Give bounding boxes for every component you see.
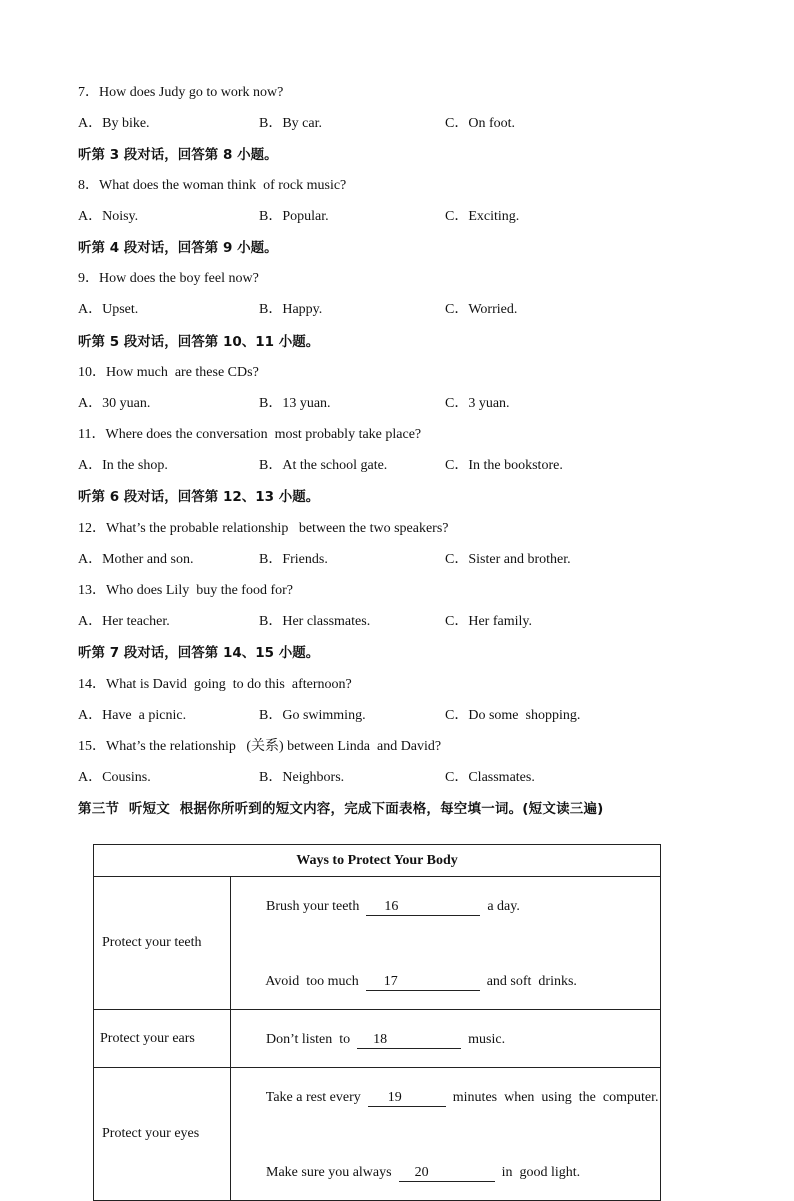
row-content	[231, 1068, 661, 1201]
row-label: Protect your teeth	[94, 877, 231, 1010]
question-15: 15．What’s the relationship (关系) between Linda and David?	[78, 739, 442, 754]
section-heading: 听第 3 段对话，回答第 8 小题。	[78, 147, 278, 163]
prompt-text: music.	[461, 1032, 506, 1047]
protect-body-table	[93, 844, 661, 1201]
option-a: A．Have a picnic.	[78, 708, 187, 723]
option-a: A．Upset.	[78, 302, 139, 317]
question-7: 7．How does Judy go to work now?	[78, 85, 284, 100]
row-content	[231, 877, 661, 1010]
row-content	[231, 1010, 661, 1068]
option-a: A．Mother and son.	[78, 552, 194, 567]
question-14: 14．What is David going to do this afternoon?	[78, 677, 352, 692]
option-a: A．30 yuan.	[78, 396, 151, 411]
answer-blank-18[interactable]: 18	[357, 1032, 461, 1049]
section-heading: 听第 7 段对话，回答第 14、15 小题。	[78, 645, 320, 661]
options-14	[78, 707, 698, 725]
option-c: C．Her family.	[445, 614, 532, 629]
options-15	[78, 769, 698, 787]
prompt-text: Brush your teeth	[266, 899, 367, 914]
option-b: B．By car.	[259, 116, 322, 131]
section-heading: 听第 5 段对话，回答第 10、11 小题。	[78, 334, 320, 350]
section-heading: 听第 6 段对话，回答第 12、13 小题。	[78, 489, 320, 505]
options-9	[78, 301, 698, 319]
question-11: 11．Where does the conversation most probably take place?	[78, 427, 422, 442]
option-c: C．Do some shopping.	[445, 708, 581, 723]
option-a: A．By bike.	[78, 116, 150, 131]
prompt-text: and soft drinks.	[479, 974, 577, 989]
prompt-text: minutes when using the computer.	[445, 1090, 659, 1105]
prompt-text: Don’t listen to	[266, 1032, 358, 1047]
section-heading: 听第 4 段对话，回答第 9 小题。	[78, 240, 278, 256]
option-a: A．Her teacher.	[78, 614, 170, 629]
option-b: B．Friends.	[259, 552, 328, 567]
option-c: C．3 yuan.	[445, 396, 510, 411]
row-label: Protect your eyes	[94, 1068, 231, 1201]
option-b: B．Go swimming.	[259, 708, 366, 723]
answer-blank-19[interactable]: 19	[368, 1090, 446, 1107]
options-10	[78, 395, 698, 413]
option-c: C．Exciting.	[445, 209, 520, 224]
option-b: B．At the school gate.	[259, 458, 388, 473]
question-13: 13．Who does Lily buy the food for?	[78, 583, 294, 598]
answer-blank-17[interactable]: 17	[366, 974, 480, 991]
options-8	[78, 208, 698, 226]
prompt-text: Take a rest every	[265, 1090, 368, 1105]
option-a: A．Cousins.	[78, 770, 151, 785]
option-b: B．Popular.	[259, 209, 329, 224]
table-row	[94, 1010, 661, 1068]
option-c: C．Worried.	[445, 302, 518, 317]
options-7	[78, 115, 698, 133]
table-title: Ways to Protect Your Body	[94, 845, 661, 877]
option-a: A．In the shop.	[78, 458, 168, 473]
option-c: C．On foot.	[445, 116, 515, 131]
option-b: B．13 yuan.	[259, 396, 331, 411]
prompt-text: a day.	[480, 899, 520, 914]
option-c: C．Sister and brother.	[445, 552, 571, 567]
answer-blank-16[interactable]: 16	[366, 899, 480, 916]
section-3-heading: 第三节 听短文 根据你所听到的短文内容，完成下面表格，每空填一词。(短文读三遍)	[78, 801, 604, 817]
options-12	[78, 551, 698, 569]
option-c: C．In the bookstore.	[445, 458, 563, 473]
options-11	[78, 457, 698, 475]
prompt-text: Avoid too much	[265, 974, 366, 989]
row-label: Protect your ears	[94, 1010, 231, 1068]
question-9: 9．How does the boy feel now?	[78, 271, 259, 286]
option-b: B．Neighbors.	[259, 770, 345, 785]
option-b: B．Happy.	[259, 302, 323, 317]
option-c: C．Classmates.	[445, 770, 535, 785]
question-10: 10．How much are these CDs?	[78, 365, 259, 380]
question-12: 12．What’s the probable relationship between the two speakers?	[78, 521, 449, 536]
prompt-text: in good light.	[494, 1165, 581, 1180]
options-13	[78, 613, 698, 631]
answer-blank-20[interactable]: 20	[399, 1165, 495, 1182]
table-row	[94, 1068, 661, 1201]
option-b: B．Her classmates.	[259, 614, 371, 629]
question-8: 8．What does the woman think of rock music?	[78, 178, 347, 193]
option-a: A．Noisy.	[78, 209, 139, 224]
prompt-text: Make sure you always	[266, 1165, 399, 1180]
table-row	[94, 877, 661, 1010]
